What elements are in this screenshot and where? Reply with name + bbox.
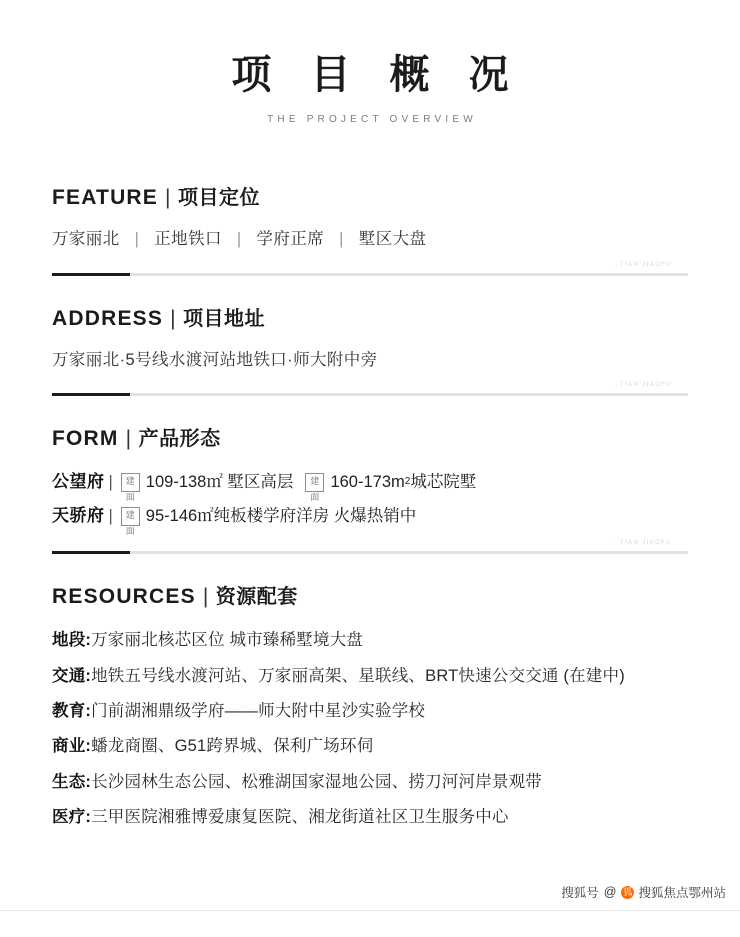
resource-row: [52, 623, 688, 658]
feature-item-0: 万家丽北: [52, 230, 120, 248]
section-divider: [52, 540, 688, 554]
form-product-name: 公望府: [52, 472, 105, 492]
form-row-pipe: |: [108, 506, 113, 525]
section-feature-cn: 项目定位: [177, 187, 260, 209]
document-content: [0, 181, 740, 836]
form-product-name: 天骄府: [52, 506, 105, 526]
area-icon: 建面: [121, 473, 140, 492]
watermark: · TIAN JIAOFU: [613, 382, 672, 389]
watermark: · TIAN JIAOFU: [613, 540, 672, 547]
area-icon: 建面: [305, 473, 324, 492]
footer-divider: [0, 910, 740, 911]
address-text: 万家丽北·5号线水渡河站地铁口·师大附中旁: [52, 350, 378, 369]
section-address-en: ADDRESS: [52, 306, 164, 330]
page-title: 项 目 概 况: [231, 53, 523, 97]
sohu-logo-icon: 狐: [623, 886, 633, 897]
form-entry-text: 95-146㎡纯板楼学府洋房 火爆热销中: [145, 506, 417, 525]
page-subtitle: THE PROJECT OVERVIEW: [267, 114, 477, 125]
section-feature-separator: |: [165, 186, 171, 209]
form-entry-text: 109-138㎡ 墅区高层: [145, 472, 294, 491]
resource-key: 医疗:: [52, 808, 92, 827]
section-address-heading: [52, 302, 688, 331]
resource-row: [52, 765, 688, 800]
section-form-en: FORM: [52, 427, 119, 451]
form-entry-sup: 2: [404, 476, 411, 488]
feature-item-divider: |: [134, 230, 140, 248]
form-row: [52, 465, 688, 503]
resource-value: 万家丽北核芯区位 城市臻稀墅境大盘: [91, 631, 364, 650]
section-form: [52, 422, 688, 554]
watermark: · TIAN JIAOFU: [613, 261, 672, 268]
resource-key: 商业:: [52, 737, 92, 756]
resource-key: 地段:: [52, 631, 92, 650]
resource-row: [52, 694, 688, 729]
footer-at-symbol: @: [603, 885, 617, 899]
section-resources-heading: [52, 580, 688, 609]
resource-value: 蟠龙商圈、G51跨界城、保利广场环伺: [91, 737, 374, 756]
resource-value: 门前湖湘鼎级学府——师大附中星沙实验学校: [91, 701, 426, 720]
section-resources: [52, 580, 688, 836]
feature-item-2: 学府正席: [256, 230, 325, 248]
section-divider: [52, 382, 688, 396]
section-divider: [52, 261, 688, 276]
resource-key: 交通:: [52, 666, 92, 685]
section-form-cn: 产品形态: [138, 428, 221, 451]
section-resources-separator: |: [202, 585, 209, 609]
section-form-separator: |: [125, 427, 132, 451]
resource-row: [52, 800, 688, 835]
footer-brand-first: 搜狐号: [561, 886, 599, 900]
resource-row: [52, 659, 688, 694]
footer-brand: [561, 883, 726, 901]
resource-value: 长沙园林生态公园、松雅湖国家湿地公园、捞刀河河岸景观带: [91, 772, 543, 791]
footer-brand-second: 搜狐焦点鄂州站: [638, 886, 726, 900]
resource-row: [52, 729, 688, 764]
form-row: [52, 499, 688, 537]
section-feature-en: FEATURE: [52, 186, 159, 209]
feature-item-divider: |: [339, 230, 344, 248]
form-entry-tail: 城芯院墅: [410, 472, 477, 491]
resource-value: 地铁五号线水渡河站、万家丽高架、星联线、BRT快速公交交通 (在建中): [91, 666, 625, 685]
document-header: [0, 0, 740, 125]
feature-item-divider: |: [236, 230, 242, 248]
section-address-separator: |: [170, 306, 177, 330]
section-resources-en: RESOURCES: [52, 585, 196, 609]
resource-value: 三甲医院湘雅博爱康复医院、湘龙街道社区卫生服务中心: [91, 808, 509, 827]
section-form-heading: [52, 422, 688, 451]
form-entry-text: 160-173m: [330, 472, 405, 491]
area-icon: 建面: [121, 507, 140, 526]
resource-key: 教育:: [52, 701, 92, 720]
section-address: [52, 302, 688, 397]
section-resources-cn: 资源配套: [215, 586, 298, 609]
feature-item-3: 墅区大盘: [358, 230, 427, 248]
section-feature-heading: [52, 181, 688, 210]
resource-key: 生态:: [52, 772, 92, 791]
feature-item-1: 正地铁口: [154, 230, 222, 248]
section-address-cn: 项目地址: [183, 307, 266, 330]
feature-items: [52, 224, 688, 255]
form-row-pipe: |: [108, 472, 113, 491]
section-feature: [52, 181, 688, 276]
